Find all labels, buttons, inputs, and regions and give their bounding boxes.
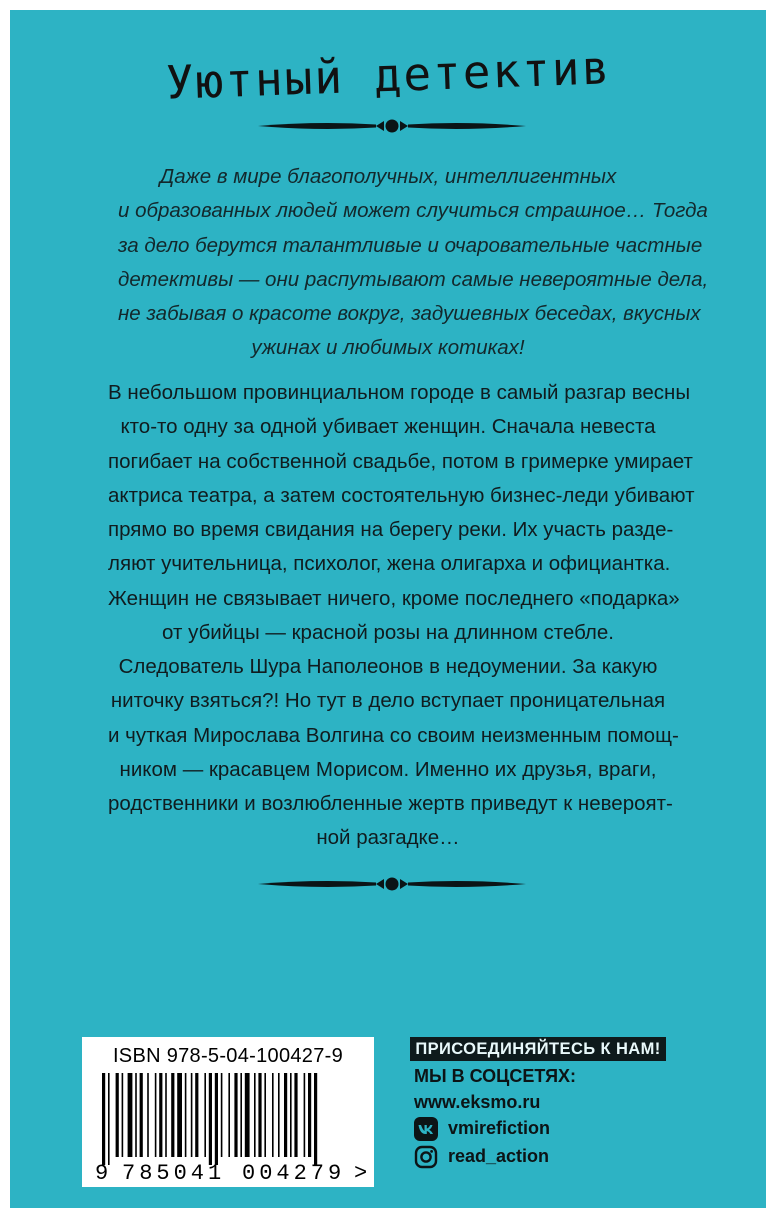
series-title: Уютный детектив [164,40,613,110]
intro-line: ужинах и любимых котиках! [251,336,525,360]
synopsis-line: и чуткая Мирослава Волгина со своим неизменным помощ- [108,723,679,747]
barcode-bar [264,1073,266,1157]
ornament-divider-bottom [258,872,526,896]
intro-line: за дело берутся талантливые и очаровательные частные [118,233,703,257]
barcode-bar [234,1073,237,1157]
barcode-bar [116,1073,119,1157]
barcode-bar [204,1073,206,1157]
barcode-quiet-zone-marker: > [354,1161,368,1186]
barcode-bar [308,1073,311,1157]
barcode-bar [215,1073,218,1165]
synopsis-line: ляют учительница, психолог, жена олигарха и официантка. [108,552,671,576]
barcode-bar [122,1073,124,1157]
synopsis-line: погибает на собственной свадьбе, потом в гримерке умирает [108,449,693,473]
instagram-icon [414,1145,438,1169]
instagram-handle: read_action [448,1146,550,1166]
barcode-bar [245,1073,250,1157]
barcode-bar [294,1073,297,1157]
intro-line: Даже в мире благополучных, интеллигентных [159,165,617,188]
barcode-bar [147,1073,149,1157]
barcode-bar [135,1073,137,1157]
barcode-bars [96,1073,360,1169]
barcode-bar [228,1073,230,1157]
social-heading: МЫ В СОЦСЕТЯХ: [414,1066,577,1086]
synopsis-line: Следователь Шура Наполеонов в недоумении. За какую [118,655,658,678]
barcode-bar [195,1073,198,1157]
barcode-bar [240,1073,242,1157]
synopsis-line: прямо во время свидания на берегу реки. Их участь разде- [108,518,674,542]
barcode-bar [191,1073,193,1157]
barcode-bar [278,1073,280,1157]
barcode-bar [165,1073,167,1157]
barcode-bar [171,1073,174,1157]
synopsis-line: актриса театра, а затем состоятельную бизнес-леди убивают [108,483,695,507]
synopsis-line: Женщин не связывает ничего, кроме последнего «подарка» [108,586,680,610]
isbn-barcode [82,1037,374,1187]
synopsis-paragraph-1 [108,376,695,650]
synopsis-line: кто-то одну за одной убивает женщин. Сначала невеста [120,415,656,439]
synopsis-line: ной разгадке… [316,826,460,850]
barcode-bar [128,1073,133,1157]
barcode-bar [254,1073,256,1157]
vk-icon [414,1117,438,1141]
vk-handle: vmirefiction [448,1118,551,1138]
barcode-bar [314,1073,317,1165]
synopsis-line: В небольшом провинциальном городе в самый разгар весны [108,381,691,404]
barcode-bar [304,1073,306,1157]
intro-line: и образованных людей может случиться страшное… Тогда [118,199,708,223]
intro-blurb [118,160,709,366]
barcode-digits-right: 004279 [242,1161,346,1186]
barcode-bar [209,1073,212,1165]
synopsis-paragraph-2 [108,650,679,856]
barcode-bar [155,1073,157,1157]
barcode-bar [159,1073,162,1157]
join-us-banner: ПРИСОЕДИНЯЙТЕСЬ К НАМ! [410,1037,666,1061]
intro-line: не забывая о красоте вокруг, задушевных беседах, вкусных [118,302,701,326]
isbn-label: ISBN 978-5-04-100427-9 [112,1045,344,1067]
barcode-bar [185,1073,187,1157]
synopsis-line: от убийцы — красной розы на длинном стебле. [162,621,614,645]
barcode-digit-lead: 9 [95,1161,109,1186]
barcode-bar [290,1073,292,1157]
synopsis-line: родственники и возлюбленные жертв приведут к невероят- [108,792,673,816]
barcode-bar [272,1073,274,1157]
barcode-bar [140,1073,143,1157]
barcode-digits-left: 785041 [122,1161,226,1186]
ornament-divider-top [258,114,526,138]
synopsis-line: ником — красавцем Морисом. Именно их друзья, враги, [119,757,657,781]
barcode-bar [221,1073,223,1157]
barcode-bar [258,1073,261,1157]
barcode-bar [102,1073,105,1165]
barcode-bar [284,1073,287,1157]
barcode-bar [108,1073,110,1165]
barcode-bar [177,1073,182,1157]
publisher-website: www.eksmo.ru [414,1092,541,1112]
intro-line: детективы — они распутывают самые невероятные дела, [118,267,709,291]
synopsis-line: ниточку взяться?! Но тут в дело вступает проницательная [110,689,666,713]
